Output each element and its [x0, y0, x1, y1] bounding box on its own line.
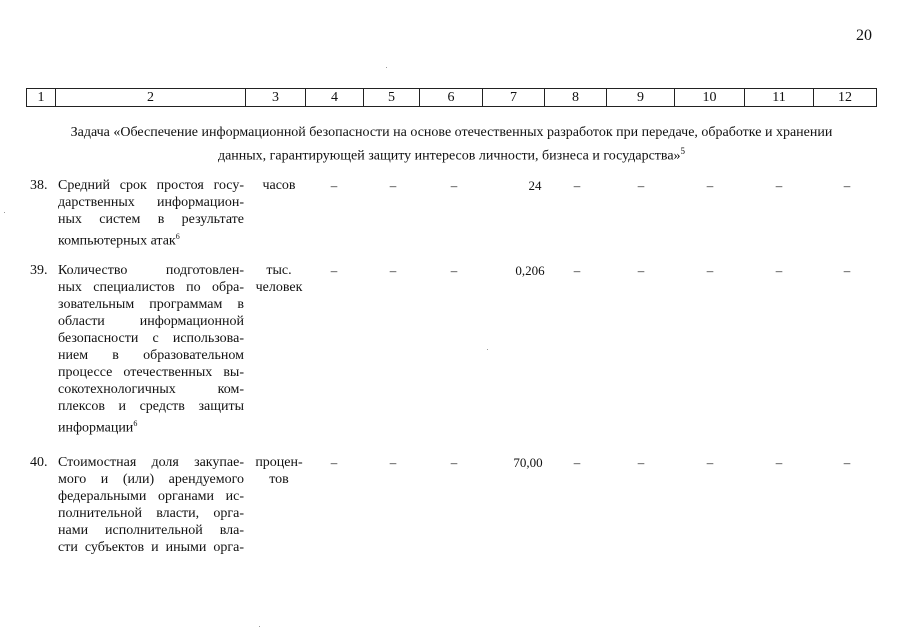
row-number: 40. — [30, 455, 48, 470]
value-col-6: – — [450, 263, 458, 278]
name-line: Количество подготовлен- — [58, 263, 244, 278]
value-col-9: – — [637, 178, 645, 193]
name-line: Стоимостная доля закупае- — [58, 455, 244, 470]
name-line — [58, 228, 244, 250]
indicator-name — [58, 262, 244, 437]
footnote-mark: 6 — [133, 419, 138, 428]
column-number-cell: 2 — [56, 89, 246, 106]
name-line: плексов и средств защиты — [58, 399, 244, 414]
name-line: области информационной — [58, 314, 244, 329]
row-number: 38. — [30, 178, 48, 193]
value-col-11: – — [775, 263, 783, 278]
value-col-9: – — [637, 263, 645, 278]
unit-line: тыс. — [266, 263, 292, 278]
column-number-cell: 12 — [838, 90, 852, 105]
value-col-5: – — [389, 263, 397, 278]
page-number: 20 — [856, 27, 872, 44]
column-number-cell: 4 — [306, 89, 364, 106]
name-line-text: информации — [58, 420, 134, 436]
task-title-line-2 — [26, 142, 877, 166]
value-col-10: – — [706, 178, 714, 193]
name-line: дарственных информацион- — [58, 195, 244, 210]
name-line-text: компьютерных атак — [58, 233, 176, 249]
name-line: сокотехнологичных ком- — [58, 382, 244, 397]
value-col-11: – — [775, 455, 783, 470]
unit-line: человек — [255, 280, 303, 295]
value-col-9: – — [637, 455, 645, 470]
value-col-10: – — [706, 455, 714, 470]
task-title — [26, 124, 877, 166]
name-line: ных специалистов по обра- — [58, 280, 244, 295]
column-number-cell: 5 — [364, 89, 420, 106]
name-line: нами исполнительной вла- — [58, 523, 244, 538]
value-col-4: – — [330, 178, 338, 193]
indicator-name — [58, 454, 244, 556]
footnote-mark: 6 — [175, 232, 180, 241]
name-line: процессе отечественных вы- — [58, 365, 244, 380]
name-line: зовательным программам в — [58, 297, 244, 312]
task-title-line: Задача «Обеспечение информационной безопасности на основе отечественных разработок при передаче, обработке и хранении — [70, 125, 833, 140]
value-col-4: – — [330, 263, 338, 278]
value-col-8: – — [573, 178, 581, 193]
name-line: полнительной власти, орга- — [58, 506, 244, 521]
unit — [248, 262, 310, 296]
unit-line: процен- — [255, 455, 303, 470]
name-line: Средний срок простоя госу- — [58, 178, 244, 193]
column-number-row — [26, 88, 877, 107]
value-col-5: – — [389, 178, 397, 193]
row-number: 39. — [30, 263, 48, 278]
scan-speck — [386, 67, 387, 68]
name-line — [58, 415, 244, 437]
column-number-cell: 6 — [420, 89, 483, 106]
column-number-cell: 11 — [745, 89, 814, 106]
name-line: сти субъектов и иными орга- — [58, 540, 244, 555]
name-line: федеральными органами ис- — [58, 489, 244, 504]
column-number-cell: 9 — [607, 89, 675, 106]
value-col-11: – — [775, 178, 783, 193]
indicator-name — [58, 177, 244, 250]
value-col-8: – — [573, 455, 581, 470]
column-number-cell: 8 — [545, 89, 607, 106]
scan-speck — [4, 212, 5, 213]
value-col-12: – — [843, 455, 851, 470]
value-col-6: – — [450, 455, 458, 470]
value-col-10: – — [706, 263, 714, 278]
value-col-12: – — [843, 263, 851, 278]
name-line: мого и (или) арендуемого — [58, 472, 244, 487]
column-number-cell: 10 — [675, 89, 745, 106]
task-title-text: данных, гарантирующей защиту интересов личности, бизнеса и государства» — [217, 148, 681, 164]
value-col-5: – — [389, 455, 397, 470]
value-col-6: – — [450, 178, 458, 193]
unit: часов — [262, 178, 296, 193]
value-col-12: – — [843, 178, 851, 193]
column-number-cell: 7 — [483, 89, 545, 106]
value-col-7: 0,206 — [515, 263, 545, 278]
scan-speck — [259, 626, 260, 627]
value-col-4: – — [330, 455, 338, 470]
task-footnote: 5 — [680, 146, 686, 156]
column-number-cell: 1 — [27, 89, 56, 106]
value-col-7: 70,00 — [513, 455, 543, 470]
name-line: безопасности с использова- — [58, 331, 244, 346]
column-number-cell: 3 — [246, 89, 306, 106]
scan-speck — [487, 349, 488, 350]
value-col-7: 24 — [528, 178, 542, 193]
value-col-8: – — [573, 263, 581, 278]
name-line: нием в образовательном — [58, 348, 244, 363]
unit-line: тов — [269, 472, 289, 487]
name-line: ных систем в результате — [58, 212, 244, 227]
unit — [248, 454, 310, 488]
